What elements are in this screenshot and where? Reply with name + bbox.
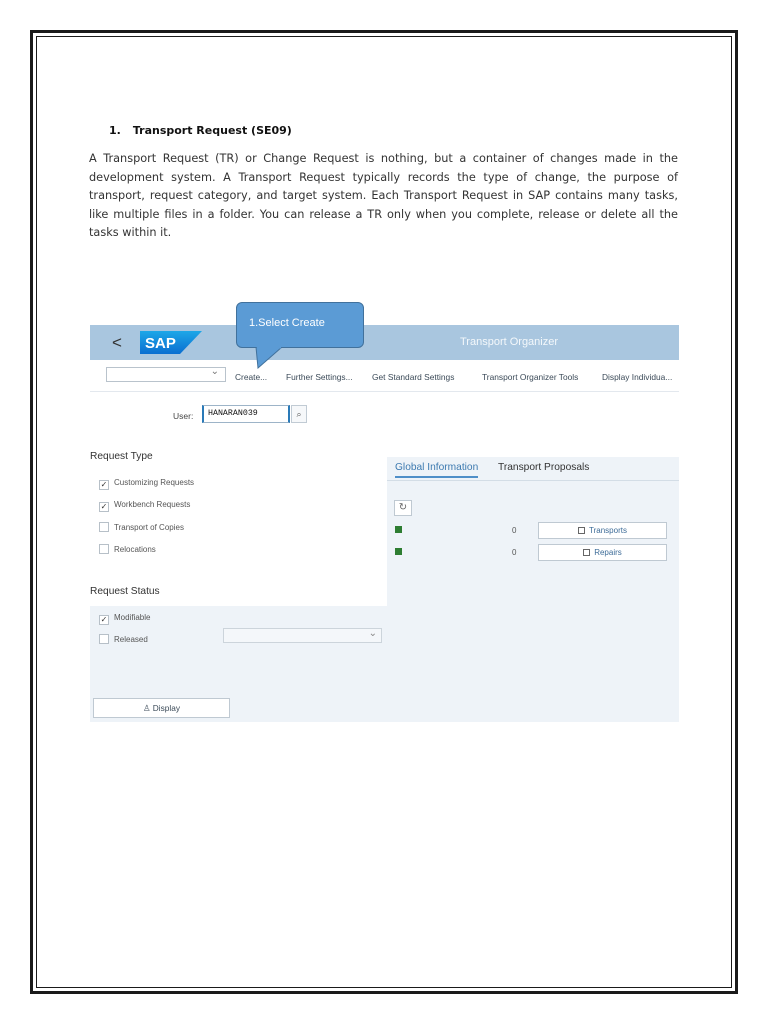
transports-count: 0 <box>512 526 517 535</box>
chevron-down-icon: ⌄ <box>368 628 377 639</box>
checkbox-checked[interactable]: ✓ <box>100 615 108 624</box>
value-help-icon[interactable]: ⌕ <box>291 405 307 423</box>
heading-number: 1. <box>109 124 121 137</box>
sap-toolbar <box>90 360 679 392</box>
back-icon[interactable]: < <box>112 333 122 352</box>
further-settings-button[interactable]: Further Settings... <box>286 372 353 382</box>
create-button[interactable]: Create... <box>235 372 268 382</box>
status-light-icon <box>395 548 402 555</box>
body-paragraph: A Transport Request (TR) or Change Request is nothing, but a container of changes made in the development system. A Transport Request typically records the type of change, the purpose of transport, request category, and target system. Each Transport Request in SAP contains many tasks, like multiple files in a folder. You can release a TR only when you complete, release or delete all the tasks within it. <box>89 152 678 239</box>
checkbox-unchecked[interactable] <box>99 634 109 644</box>
transport-icon <box>578 527 585 534</box>
transports-button[interactable]: Transports <box>538 522 667 539</box>
user-input[interactable]: HANARAN039 <box>202 405 290 423</box>
option-relocations[interactable]: Relocations <box>99 544 156 554</box>
repairs-button[interactable]: Repairs <box>538 544 667 561</box>
option-transport-of-copies[interactable]: Transport of Copies <box>99 522 184 532</box>
sap-screenshot <box>90 325 679 722</box>
option-workbench[interactable]: ✓ Workbench Requests <box>100 500 191 511</box>
global-information-panel <box>387 457 679 606</box>
tab-transport-proposals[interactable]: Transport Proposals <box>498 462 590 473</box>
checkbox-checked[interactable]: ✓ <box>100 480 108 489</box>
request-type-title: Request Type <box>90 451 153 462</box>
get-standard-settings-button[interactable]: Get Standard Settings <box>372 372 455 382</box>
sap-header-bar <box>90 325 679 360</box>
released-date-select[interactable] <box>223 628 382 643</box>
checkbox-checked[interactable]: ✓ <box>100 502 108 511</box>
option-released[interactable]: Released <box>99 634 148 644</box>
callout-select-create: 1.Select Create <box>236 302 364 348</box>
tab-global-information[interactable]: Global Information <box>395 462 478 478</box>
repairs-count: 0 <box>512 548 517 557</box>
status-light-icon <box>395 526 402 533</box>
refresh-icon[interactable]: ↻ <box>394 500 412 516</box>
chevron-down-icon: ⌄ <box>210 366 219 377</box>
sap-logo <box>140 331 202 354</box>
request-status-title: Request Status <box>90 586 160 597</box>
option-customizing[interactable]: ✓ Customizing Requests <box>100 478 195 489</box>
display-individual-button[interactable]: Display Individua... <box>602 372 673 382</box>
option-modifiable[interactable]: ✓ Modifiable <box>100 613 151 624</box>
checkbox-unchecked[interactable] <box>99 522 109 532</box>
variant-select[interactable] <box>106 367 226 382</box>
section-heading <box>109 124 292 137</box>
user-label: User: <box>173 411 194 421</box>
sap-body <box>90 393 679 722</box>
transport-organizer-tools-button[interactable]: Transport Organizer Tools <box>482 372 579 382</box>
tab-divider <box>387 480 679 481</box>
app-title: Transport Organizer <box>460 336 559 348</box>
callout-pointer <box>254 347 290 369</box>
repair-icon <box>583 549 590 556</box>
heading-text: Transport Request (SE09) <box>132 124 292 137</box>
display-button[interactable]: ♙ Display <box>93 698 230 718</box>
checkbox-unchecked[interactable] <box>99 544 109 554</box>
svg-text:SAP: SAP <box>145 335 176 352</box>
